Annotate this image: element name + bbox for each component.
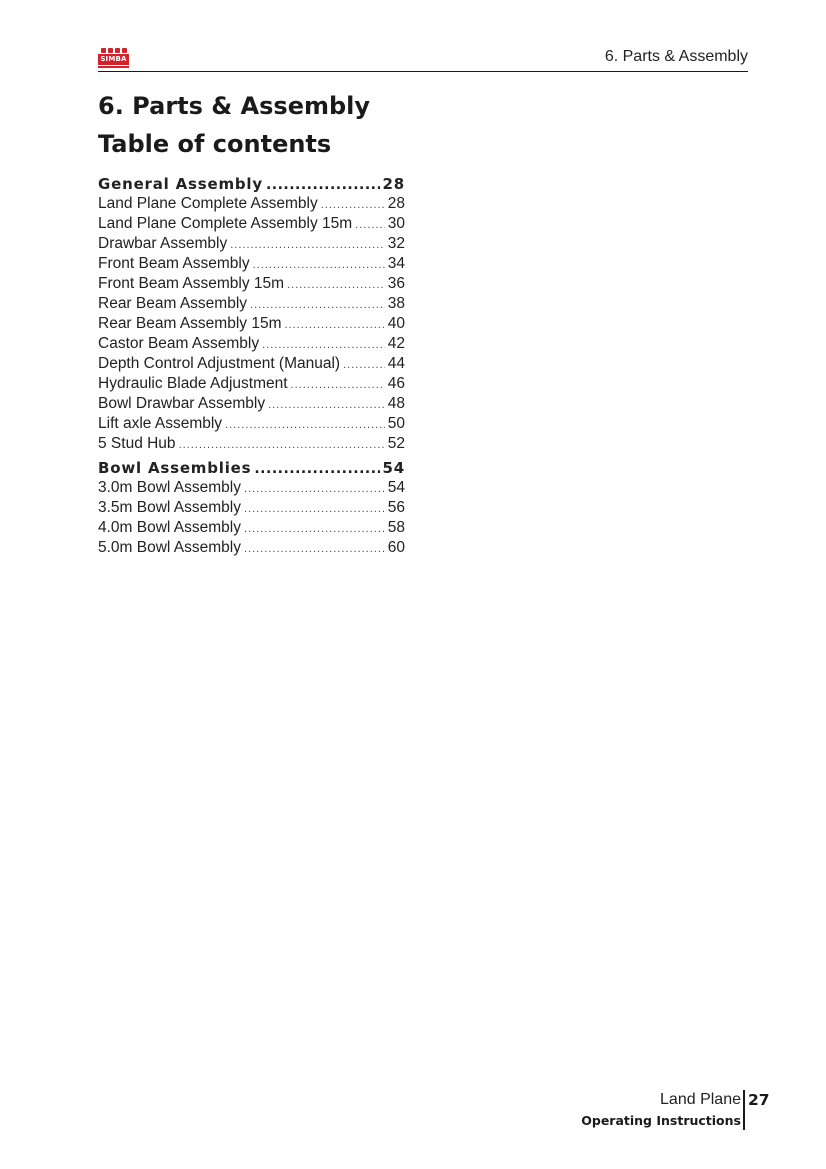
toc-entry-title: Lift axle Assembly (98, 415, 223, 432)
toc-entry-page: 54 (382, 459, 405, 477)
toc-entry[interactable] (98, 315, 405, 335)
dot-leader (179, 439, 385, 451)
toc-entry-page: 34 (387, 255, 405, 272)
footer-document-type: Operating Instructions (581, 1113, 741, 1128)
dot-leader (244, 543, 385, 555)
toc-entry[interactable] (98, 499, 405, 519)
page-footer (560, 1090, 770, 1130)
toc-entry-title: Rear Beam Assembly 15m (98, 315, 282, 332)
logo-text: SIMBA (98, 54, 129, 65)
footer-divider (743, 1090, 745, 1130)
dot-leader (250, 299, 385, 311)
header-section-title: 6. Parts & Assembly (604, 48, 748, 65)
toc-entry-page: 42 (387, 335, 405, 352)
toc-entry-page: 52 (387, 435, 405, 452)
toc-entry-title: Rear Beam Assembly (98, 295, 248, 312)
toc-entry-title: Bowl Assemblies (98, 459, 252, 477)
toc-entry-title: 3.0m Bowl Assembly (98, 479, 241, 496)
toc-entry-page: 36 (387, 275, 405, 292)
dot-leader (266, 177, 380, 193)
toc-entry-page: 28 (387, 195, 405, 212)
dot-leader (321, 199, 385, 211)
simba-logo (98, 48, 129, 68)
toc-entry-title: 4.0m Bowl Assembly (98, 519, 241, 536)
toc-entry-title: 5.0m Bowl Assembly (98, 539, 241, 556)
toc-entry-title: Hydraulic Blade Adjustment (98, 375, 288, 392)
toc-entry[interactable] (98, 519, 405, 539)
toc-section-entry[interactable] (98, 459, 405, 479)
toc-entry-page: 58 (387, 519, 405, 536)
toc-entry[interactable] (98, 295, 405, 315)
toc-entry[interactable] (98, 539, 405, 559)
toc-entry-title: Depth Control Adjustment (Manual) (98, 355, 341, 372)
dot-leader (291, 379, 385, 391)
toc-entry-page: 54 (387, 479, 405, 496)
toc-entry-title: Castor Beam Assembly (98, 335, 260, 352)
dot-leader (355, 219, 385, 231)
toc-entry-page: 32 (387, 235, 405, 252)
toc-entry-title: Front Beam Assembly (98, 255, 250, 272)
toc-entry[interactable] (98, 415, 405, 435)
page-header (98, 44, 748, 72)
dot-leader (225, 419, 385, 431)
toc-entry-title: 3.5m Bowl Assembly (98, 499, 241, 516)
dot-leader (287, 279, 385, 291)
page-title: 6. Parts & Assembly (98, 92, 371, 120)
toc-entry[interactable] (98, 435, 405, 455)
toc-entry-title: Land Plane Complete Assembly 15m (98, 215, 353, 232)
toc-entry[interactable] (98, 255, 405, 275)
toc-entry[interactable] (98, 235, 405, 255)
toc-section-entry[interactable] (98, 175, 405, 195)
dot-leader (343, 359, 385, 371)
toc-entry-title: General Assembly (98, 175, 263, 193)
toc-entry-page: 56 (387, 499, 405, 516)
table-of-contents (98, 175, 405, 559)
dot-leader (262, 339, 385, 351)
toc-entry-page: 28 (382, 175, 405, 193)
dot-leader (268, 399, 385, 411)
toc-entry-page: 40 (387, 315, 405, 332)
toc-entry-page: 50 (387, 415, 405, 432)
toc-entry-title: Bowl Drawbar Assembly (98, 395, 266, 412)
toc-entry[interactable] (98, 355, 405, 375)
toc-entry-page: 60 (387, 539, 405, 556)
dot-leader (244, 523, 385, 535)
footer-product-name: Land Plane (660, 1091, 741, 1108)
toc-entry-page: 38 (387, 295, 405, 312)
toc-entry-title: Land Plane Complete Assembly (98, 195, 318, 212)
toc-entry-page: 46 (387, 375, 405, 392)
toc-entry[interactable] (98, 395, 405, 415)
page-number: 27 (748, 1091, 770, 1109)
logo-underline (98, 66, 129, 68)
toc-heading: Table of contents (98, 130, 332, 158)
dot-leader (254, 461, 379, 477)
toc-entry-title: Front Beam Assembly 15m (98, 275, 285, 292)
toc-entry[interactable] (98, 275, 405, 295)
toc-entry-page: 44 (387, 355, 405, 372)
toc-entry[interactable] (98, 215, 405, 235)
toc-entry[interactable] (98, 479, 405, 499)
toc-entry[interactable] (98, 195, 405, 215)
toc-entry[interactable] (98, 335, 405, 355)
dot-leader (253, 259, 385, 271)
toc-entry-page: 48 (387, 395, 405, 412)
dot-leader (230, 239, 385, 251)
toc-entry-page: 30 (387, 215, 405, 232)
toc-entry-title: 5 Stud Hub (98, 435, 176, 452)
toc-entry[interactable] (98, 375, 405, 395)
dot-leader (244, 483, 385, 495)
toc-entry-title: Drawbar Assembly (98, 235, 228, 252)
dot-leader (285, 319, 385, 331)
dot-leader (244, 503, 385, 515)
logo-stripes (101, 48, 127, 53)
